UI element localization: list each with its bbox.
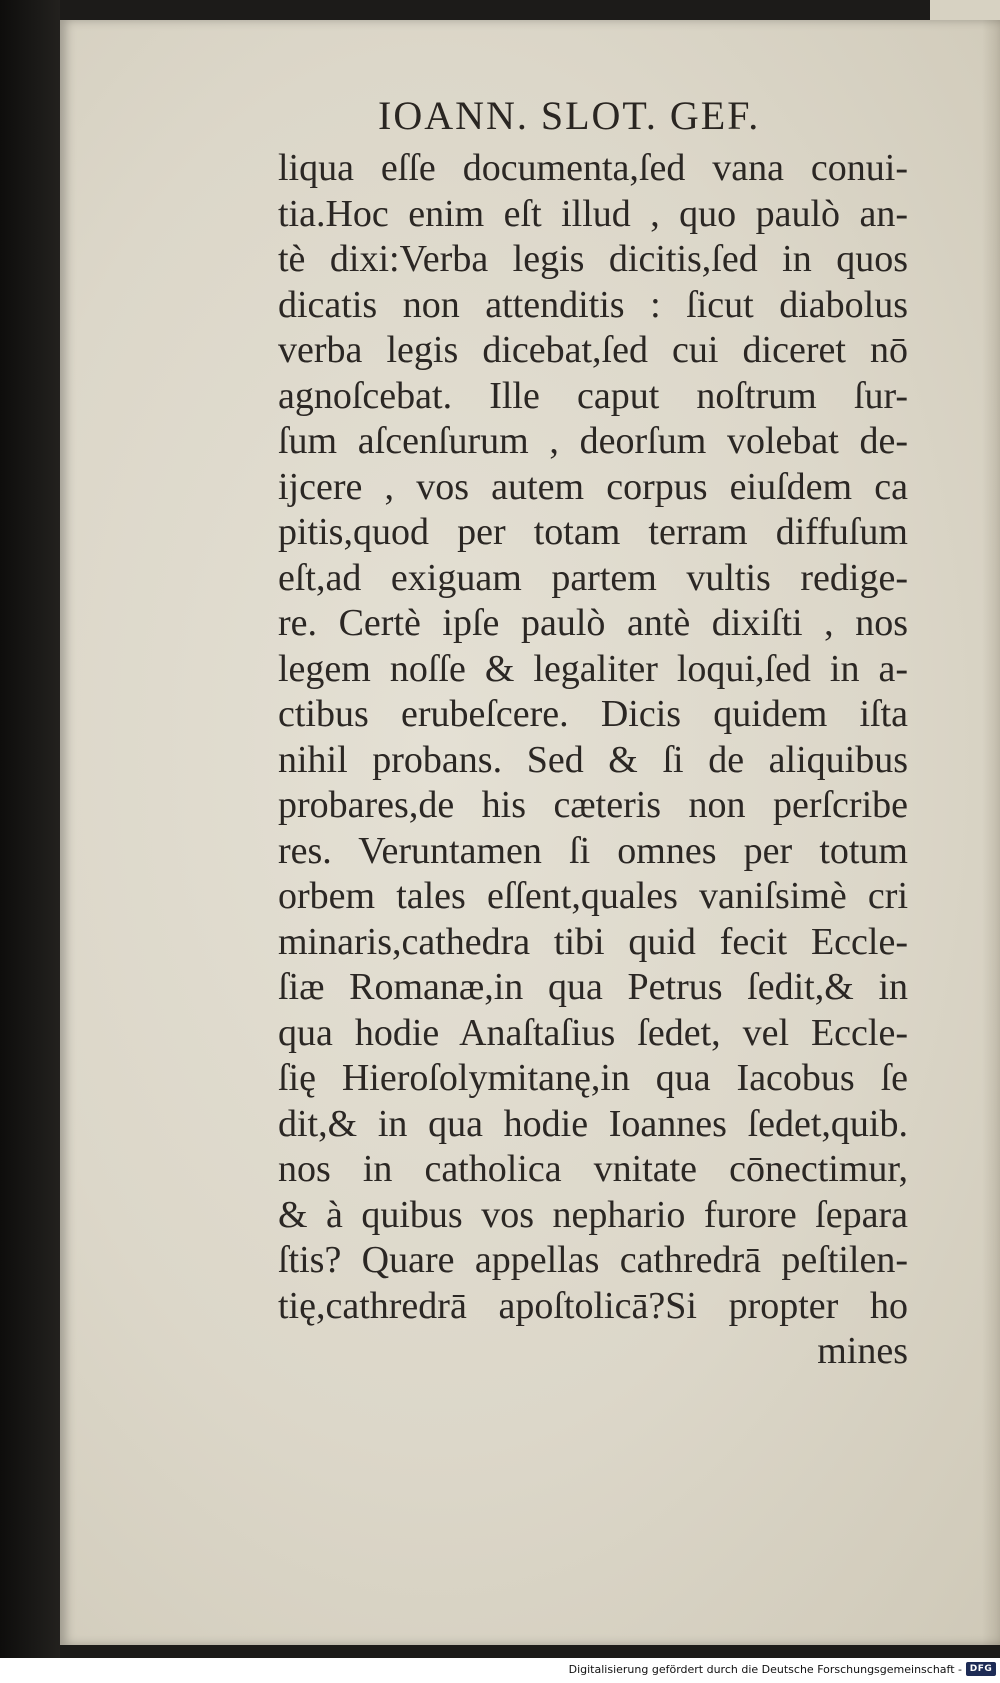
book-spine-shadow — [0, 0, 60, 1658]
text-line: probares,de his cæteris non perſcribe — [278, 784, 908, 826]
text-line: pitis,quod per totam terram diffuſum — [278, 511, 908, 553]
text-line: ctibus erubeſcere. Dicis quidem iſta — [278, 693, 908, 735]
page-body-text — [278, 146, 908, 1375]
text-line: eſt,ad exiguam partem vultis redige- — [278, 556, 908, 599]
text-line: ijcere , vos autem corpus eiuſdem ca — [278, 465, 908, 508]
text-line: liqua eſſe documenta,ſed vana conui- — [278, 147, 908, 189]
text-line: re. Certè ipſe paulò antè dixiſti , nos — [278, 602, 908, 644]
text-line: ſum aſcenſurum , deorſum volebat de- — [278, 420, 908, 462]
digitization-footer — [0, 1658, 1000, 1683]
text-line: tè dixi:Verba legis dicitis,ſed in quos — [278, 238, 908, 280]
dfg-logo: DFG — [966, 1662, 996, 1676]
funding-credit: Digitalisierung gefördert durch die Deutsche Forschungsgemeinschaft - — [568, 1663, 962, 1676]
text-line: ſtis? Quare appellas cathredrā peſtilen- — [278, 1239, 908, 1281]
page-edge-shadow — [982, 20, 1000, 1645]
running-head: IOANN. SLOT. GEF. — [378, 93, 761, 138]
text-line: dit,& in qua hodie Ioannes ſedet,quib. — [278, 1102, 908, 1145]
text-line: legem noſſe & legaliter loqui,ſed in a- — [278, 647, 908, 690]
text-line: nos in catholica vnitate cōnectimur, — [278, 1148, 908, 1190]
text-line: tia.Hoc enim eſt illud , quo paulò an- — [278, 192, 908, 235]
text-line: tię,cathredrā apoſtolicā?Si propter ho — [278, 1284, 908, 1327]
text-line: ſię Hieroſolymitanę,in qua Iacobus ſe — [278, 1057, 908, 1099]
text-line: res. Veruntamen ſi omnes per totum — [278, 829, 908, 872]
text-line: & à quibus vos nephario furore ſepara — [278, 1193, 908, 1236]
text-line: verba legis dicebat,ſed cui diceret nō — [278, 329, 908, 371]
text-line: dicatis non attenditis : ſicut diabolus — [278, 283, 908, 326]
catchword: mines — [817, 1330, 908, 1372]
text-line: qua hodie Anaſtaſius ſedet, vel Eccle- — [278, 1011, 908, 1054]
text-line: minaris,cathedra tibi quid fecit Eccle- — [278, 920, 908, 963]
text-line: ſiæ Romanæ,in qua Petrus ſedit,& in — [278, 966, 908, 1008]
text-line: agnoſcebat. Ille caput noſtrum ſur- — [278, 374, 908, 417]
text-line: nihil probans. Sed & ſi de aliquibus — [278, 738, 908, 781]
text-line: orbem tales eſſent,quales vaniſsimè cri — [278, 875, 908, 917]
